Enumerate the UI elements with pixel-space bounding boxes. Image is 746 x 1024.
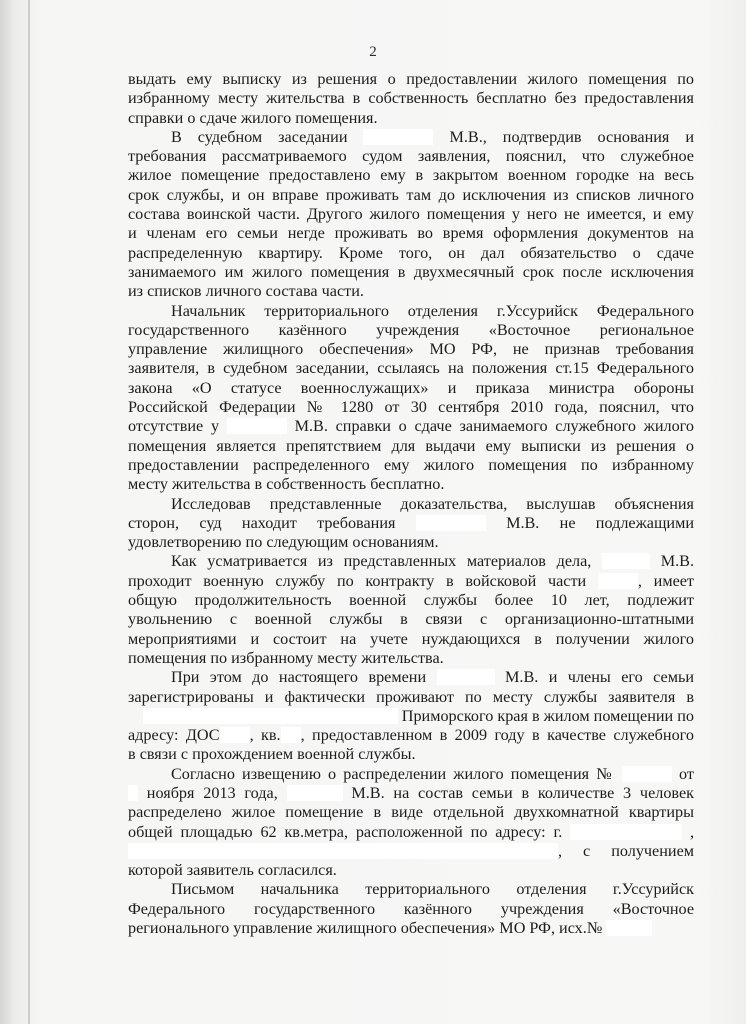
text-line: Письмом начальника территориального отделения г.Уссурийск	[171, 880, 694, 899]
text-line: государственного казённого учреждения «Восточное региональное	[128, 320, 694, 339]
text-line: состава воинской части. Другого жилого помещения у него не имеется, и ему	[128, 205, 694, 224]
text-line: распределенную квартиру. Кроме того, он дал обязательство о сдаче	[128, 243, 694, 262]
text-line: увольнению с военной службы в связи с организационно-штатными	[128, 610, 694, 629]
text-line: удовлетворению по следующим основаниям.	[128, 533, 439, 552]
text-line: распределено жилое помещение в виде отдельной двухкомнатной квартиры	[128, 803, 694, 822]
text-line: регионального управление жилищного обеспечения» МО РФ, исх.№	[128, 919, 694, 938]
text-line: В судебном заседании М.В., подтвердив основания и	[171, 127, 694, 146]
redaction	[143, 708, 398, 724]
text-line: помещения по избранному месту жительства.	[128, 648, 444, 667]
binding-shadow	[28, 0, 30, 1024]
text-line: помещения является препятствием для выдачи ему выписки из решения о	[128, 436, 694, 455]
text-line: и членам его семьи негде проживать во время оформления документов на	[128, 224, 694, 243]
text-line: При этом до настоящего времени М.В. и члены его семьи	[171, 668, 694, 687]
page-number: 2	[369, 44, 377, 60]
text-line: месту жительства в собственность бесплатно.	[128, 475, 445, 494]
redaction	[437, 669, 495, 685]
text-line: ноября 2013 года, М.В. на состав семьи в количестве 3 человек	[128, 784, 694, 803]
redaction	[602, 553, 650, 569]
document-body	[128, 70, 694, 938]
redaction	[598, 573, 638, 589]
redaction	[128, 785, 138, 801]
text-line: избранному месту жительства в собственность бесплатно без предоставления	[128, 89, 694, 108]
redaction	[622, 766, 672, 782]
redaction	[416, 515, 486, 531]
text-line: зарегистрированы и фактически проживают по месту службы заявителя в	[128, 687, 694, 706]
redaction	[227, 418, 287, 434]
redaction	[281, 727, 301, 743]
text-line: сторон, суд находит требования М.В. не подлежащими	[128, 513, 695, 532]
text-line: общую продолжительность военной службы более 10 лет, подлежит	[128, 591, 694, 610]
text-line: мероприятиями и состоит на учете нуждающихся в получении жилого	[128, 629, 694, 648]
text-line: срок службы, и он вправе проживать там до исключения из списков личного	[128, 185, 694, 204]
text-line: жилое помещение предоставлено ему в закрытом военном городке на весь	[128, 166, 694, 185]
text-line: справки о сдаче жилого помещения.	[128, 108, 378, 127]
redaction	[220, 727, 250, 743]
redaction	[128, 843, 558, 859]
text-line: Федерального государственного казённого учреждения «Восточное	[128, 899, 694, 918]
text-line: адресу: ДОС , кв. , предоставленном в 2009 году в качестве служебного	[128, 726, 694, 745]
text-line: Как усматривается из представленных материалов дела, М.В.	[171, 552, 695, 571]
text-line: Приморского края в жилом помещении по	[128, 707, 694, 726]
redaction	[570, 824, 682, 840]
text-line: занимаемого им жилого помещения в двухмесячный срок после исключения	[128, 262, 694, 281]
text-line: Российской Федерации № 1280 от 30 сентября 2010 года, пояснил, что	[128, 398, 694, 417]
redaction	[363, 129, 433, 145]
text-line: , с получением	[128, 842, 694, 861]
text-line: которой заявитель согласился.	[128, 861, 337, 880]
text-line: закона «О статусе военнослужащих» и приказа министра обороны	[128, 378, 694, 397]
text-line: требования рассматриваемого судом заявления, пояснил, что служебное	[128, 147, 694, 166]
text-line: в связи с прохождением военной службы.	[128, 745, 416, 764]
text-line: управление жилищного обеспечения» МО РФ, не признав требования	[128, 340, 694, 359]
text-line: предоставлении распределенного ему жилого помещения по избранному	[128, 455, 694, 474]
redaction	[287, 785, 343, 801]
text-line: выдать ему выписку из решения о предоставлении жилого помещения по	[128, 70, 694, 88]
text-line: отсутствие у М.В. справки о сдаче занимаемого служебного жилого	[128, 417, 695, 436]
text-line: общей площадью 62 кв.метра, расположенной по адресу: г. ,	[128, 822, 695, 841]
text-line: проходит военную службу по контракту в войсковой части , имеет	[128, 571, 695, 590]
text-line: Начальник территориального отделения г.Уссурийск Федерального	[171, 301, 694, 320]
redaction	[606, 920, 652, 936]
text-line: из списков личного состава части.	[128, 282, 364, 301]
text-line: Согласно извещению о распределении жилого помещения № от	[171, 764, 694, 783]
text-line: Исследовав представленные доказательства, выслушав объяснения	[171, 494, 694, 513]
text-line: заявителя, в судебном заседании, ссылаясь на положения ст.15 Федерального	[128, 359, 694, 378]
